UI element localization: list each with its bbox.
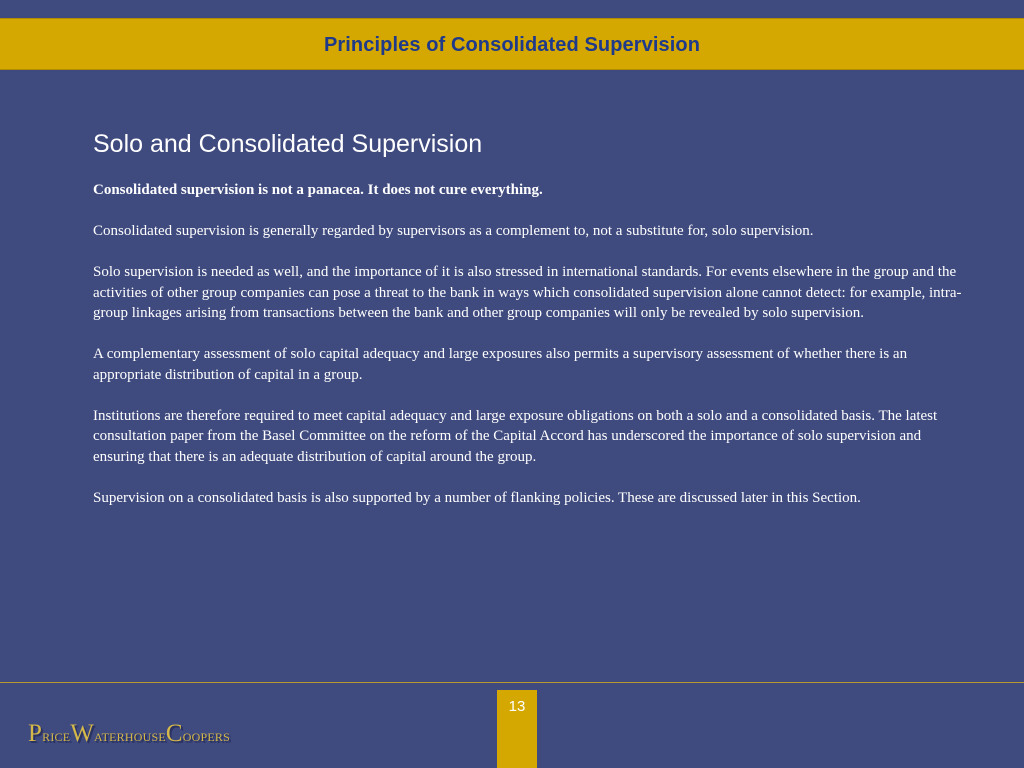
company-logo [28,712,230,748]
title-bar [0,18,1024,70]
page-number: 13 [508,698,526,715]
paragraph-flanking-policies: Supervision on a consolidated basis is also supported by a number of flanking policies. These are discussed later in this Section. [93,489,861,506]
page-number-tab [497,690,537,768]
paragraph-assessment: A complementary assessment of solo capital adequacy and large exposures also permits a supervisory assessment of whether there is an appropriate distribution of capital in a group. [93,346,908,383]
footer-divider [0,682,1024,683]
logo-wordmark: PriceWaterhouseCoopers [28,720,230,747]
paragraph-complement: Consolidated supervision is generally regarded by supervisors as a complement to, not a substitute for, solo supervision. [93,223,814,239]
section-heading: Solo and Consolidated Supervision [93,130,483,158]
paragraph-obligations: Institutions are therefore required to meet capital adequacy and large exposure obligations on both a solo and a consolidated basis. The latest consultation paper from the Basel Committee on the reform of the Capital Accord has underscored the importance of solo supervision and ensuring that there is an adequate distribution of capital around the group. [93,407,938,465]
lead-statement: Consolidated supervision is not a panacea. It does not cure everything. [93,182,543,198]
slide-title: Principles of Consolidated Supervision [323,34,701,56]
slide-content [93,128,963,529]
paragraph-solo-needed: Solo supervision is needed as well, and the importance of it is also stressed in international standards. For events elsewhere in the group and the activities of other group companies can pose a threat to the bank in ways which consolidated supervision alone cannot detect: for example, intra-group linkages arising from transactions between the bank and other group companies will only be revealed by solo supervision. [93,264,962,321]
